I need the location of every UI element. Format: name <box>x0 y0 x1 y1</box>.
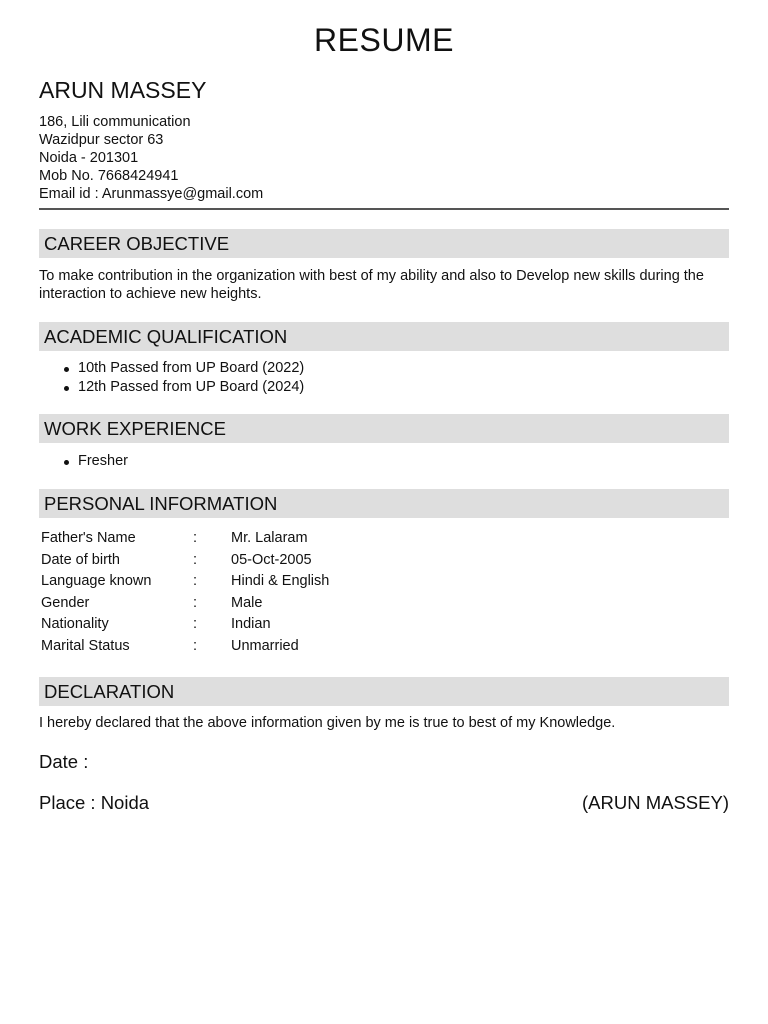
email-line: Email id : Arunmassye@gmail.com <box>39 186 264 202</box>
phone-line: Mob No. 7668424941 <box>39 168 179 184</box>
table-row <box>41 636 541 658</box>
candidate-name: ARUN MASSEY <box>39 77 207 103</box>
address-line: Noida - 201301 <box>39 150 139 166</box>
table-row <box>41 614 541 636</box>
info-separator: : <box>193 637 198 654</box>
section-heading-personal: PERSONAL INFORMATION <box>39 489 729 518</box>
info-value: Unmarried <box>231 637 299 654</box>
info-separator: : <box>193 594 198 611</box>
bullet-icon <box>64 367 69 372</box>
document-title: RESUME <box>314 22 454 58</box>
list-item-text: 10th Passed from UP Board (2022) <box>78 360 305 376</box>
info-separator: : <box>193 530 198 546</box>
address-line: 186, Lili communication <box>39 114 191 130</box>
career-objective-text: To make contribution in the organization with best of my ability and also to Develop new skills during the interaction to achieve new heights. <box>39 268 704 302</box>
info-label: Language known <box>41 573 152 589</box>
address-line: Wazidpur sector 63 <box>39 132 164 148</box>
list-item <box>39 359 304 378</box>
info-value: Mr. Lalaram <box>231 530 308 546</box>
info-value: Male <box>231 594 263 611</box>
signature-name: (ARUN MASSEY) <box>582 792 729 813</box>
section-heading-declaration: DECLARATION <box>39 677 729 706</box>
bullet-icon <box>64 386 69 391</box>
list-item <box>39 378 304 397</box>
work-list <box>39 452 128 471</box>
bullet-icon <box>64 460 69 465</box>
header-divider <box>39 208 729 210</box>
info-separator: : <box>193 616 198 632</box>
info-label: Gender <box>41 594 90 611</box>
section-heading-work: WORK EXPERIENCE <box>39 414 729 443</box>
table-row <box>41 571 541 593</box>
personal-info-table <box>41 528 541 657</box>
info-value: Indian <box>231 616 271 632</box>
section-heading-academic: ACADEMIC QUALIFICATION <box>39 322 729 351</box>
list-item <box>39 452 128 471</box>
academic-list <box>39 359 304 396</box>
info-label: Marital Status <box>41 637 130 654</box>
info-label: Father's Name <box>41 530 136 546</box>
declaration-text: I hereby declared that the above information given by me is true to best of my Knowledge. <box>39 715 616 731</box>
info-label: Nationality <box>41 616 109 632</box>
place-label: Place : Noida <box>39 792 150 813</box>
info-label: Date of birth <box>41 551 120 568</box>
info-separator: : <box>193 573 198 589</box>
table-row <box>41 593 541 615</box>
date-label: Date : <box>39 751 89 772</box>
info-value: 05-Oct-2005 <box>231 551 312 568</box>
list-item-text: Fresher <box>78 453 128 469</box>
list-item-text: 12th Passed from UP Board (2024) <box>78 378 305 395</box>
info-separator: : <box>193 551 198 568</box>
table-row <box>41 550 541 572</box>
contact-block <box>39 113 263 203</box>
info-value: Hindi & English <box>231 573 330 589</box>
table-row <box>41 528 541 550</box>
section-heading-career-objective: CAREER OBJECTIVE <box>39 229 729 258</box>
